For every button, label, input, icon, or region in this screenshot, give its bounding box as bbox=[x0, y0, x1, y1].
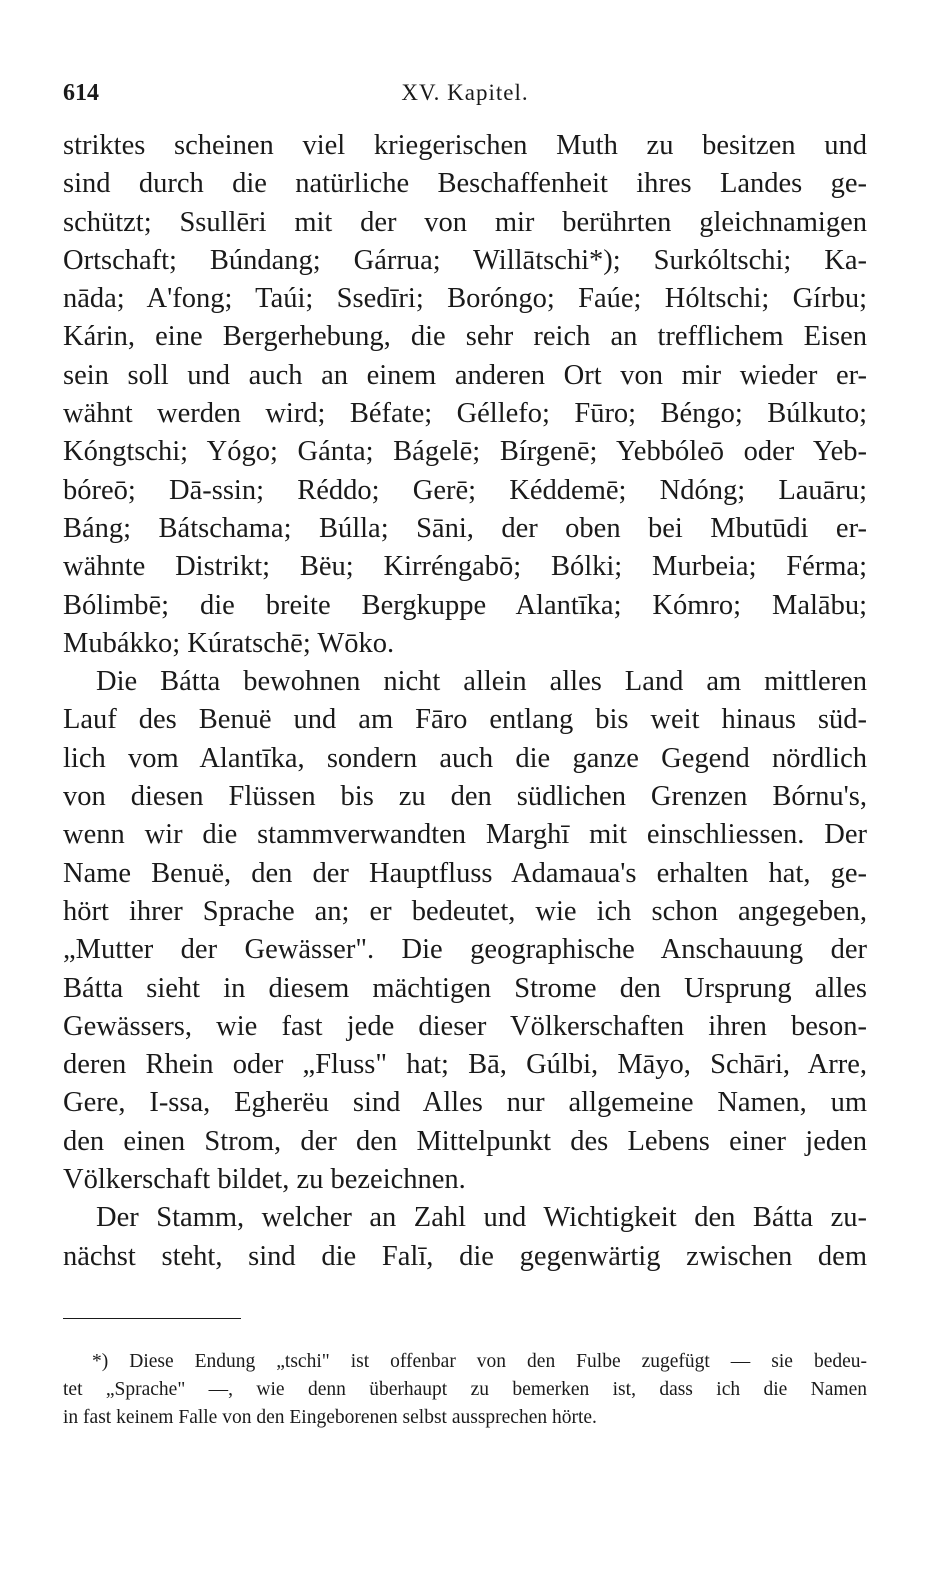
text-line: Kárin, eine Bergerhebung, die sehr reich an trefflichem Eisen bbox=[63, 321, 867, 353]
text-line: nāda; A'fong; Taúi; Ssedīri; Boróngo; Faúe; Hóltschi; Gírbu; bbox=[63, 283, 867, 315]
text-line: hört ihrer Sprache an; er bedeutet, wie ich schon angegeben, bbox=[63, 895, 867, 927]
page-header bbox=[63, 80, 867, 120]
paragraph-start: Der Stamm, welcher an Zahl und Wichtigkeit den Bátta zu- bbox=[96, 1202, 867, 1234]
text-line: schützt; Ssullēri mit der von mir berührten gleichnamigen bbox=[63, 206, 867, 238]
footnote-line: tet „Sprache" —, wie denn überhaupt zu bemerken ist, dass ich die Namen bbox=[63, 1379, 867, 1400]
text-line: Gere, I-ssa, Egherëu sind Alles nur allgemeine Namen, um bbox=[63, 1087, 867, 1119]
text-line: Kóngtschi; Yógo; Gánta; Bágelē; Bírgenē; Yebbóleō oder Yeb- bbox=[63, 436, 867, 468]
text-line: Gewässers, wie fast jede dieser Völkerschaften ihren beson- bbox=[63, 1010, 867, 1042]
text-line: Bólimbē; die breite Bergkuppe Alantīka; Kómro; Malābu; bbox=[63, 589, 867, 621]
text-line: sind durch die natürliche Beschaffenheit ihres Landes ge- bbox=[63, 168, 867, 200]
running-head: XV. Kapitel. bbox=[401, 80, 529, 105]
footnote-line: in fast keinem Falle von den Eingeborenen selbst aussprechen hörte. bbox=[63, 1407, 597, 1428]
text-line: lich vom Alantīka, sondern auch die ganze Gegend nördlich bbox=[63, 742, 867, 774]
text-line: Bátta sieht in diesem mächtigen Strome den Ursprung alles bbox=[63, 972, 867, 1004]
text-line: wähnt werden wird; Béfate; Géllefo; Fūro; Béngo; Búlkuto; bbox=[63, 398, 867, 430]
paragraph-start: Die Bátta bewohnen nicht allein alles Land am mittleren bbox=[96, 666, 867, 698]
body-text bbox=[63, 127, 867, 1276]
text-line: den einen Strom, der den Mittelpunkt des Lebens einer jeden bbox=[63, 1125, 867, 1157]
page-number: 614 bbox=[63, 80, 99, 106]
text-line: Báng; Bátschama; Búlla; Sāni, der oben bei Mbutūdi er- bbox=[63, 512, 867, 544]
text-line: wähnte Distrikt; Bëu; Kirréngabō; Bólki; Murbeia; Férma; bbox=[63, 551, 867, 583]
footnote-line: *) Diese Endung „tschi" ist offenbar von den Fulbe zugefügt — sie bedeu- bbox=[92, 1351, 867, 1372]
text-line: Völkerschaft bildet, zu bezeichnen. bbox=[63, 1164, 466, 1196]
text-line: sein soll und auch an einem anderen Ort von mir wieder er- bbox=[63, 359, 867, 391]
text-line: wenn wir die stammverwandten Marghī mit einschliessen. Der bbox=[63, 819, 867, 851]
footnote-divider bbox=[63, 1318, 241, 1319]
text-line: von diesen Flüssen bis zu den südlichen Grenzen Bórnu's, bbox=[63, 781, 867, 813]
text-line: Mubákko; Kúratschē; Wōko. bbox=[63, 627, 395, 659]
text-line: nächst steht, sind die Falī, die gegenwärtig zwischen dem bbox=[63, 1240, 867, 1272]
text-line: deren Rhein oder „Fluss" hat; Bā, Gúlbi, Māyo, Schāri, Arre, bbox=[63, 1049, 867, 1081]
text-line: Lauf des Benuë und am Fāro entlang bis weit hinaus süd- bbox=[63, 704, 867, 736]
text-line: bóreō; Dā-ssin; Réddo; Gerē; Kéddemē; Ndóng; Lauāru; bbox=[63, 474, 867, 506]
text-line: Name Benuë, den der Hauptfluss Adamaua's erhalten hat, ge- bbox=[63, 857, 867, 889]
footnote bbox=[63, 1348, 867, 1432]
text-line: „Mutter der Gewässer". Die geographische Anschauung der bbox=[63, 934, 867, 966]
text-line: striktes scheinen viel kriegerischen Muth zu besitzen und bbox=[63, 130, 867, 161]
text-line: Ortschaft; Búndang; Gárrua; Willātschi*); Surkóltschi; Ka- bbox=[63, 244, 867, 276]
